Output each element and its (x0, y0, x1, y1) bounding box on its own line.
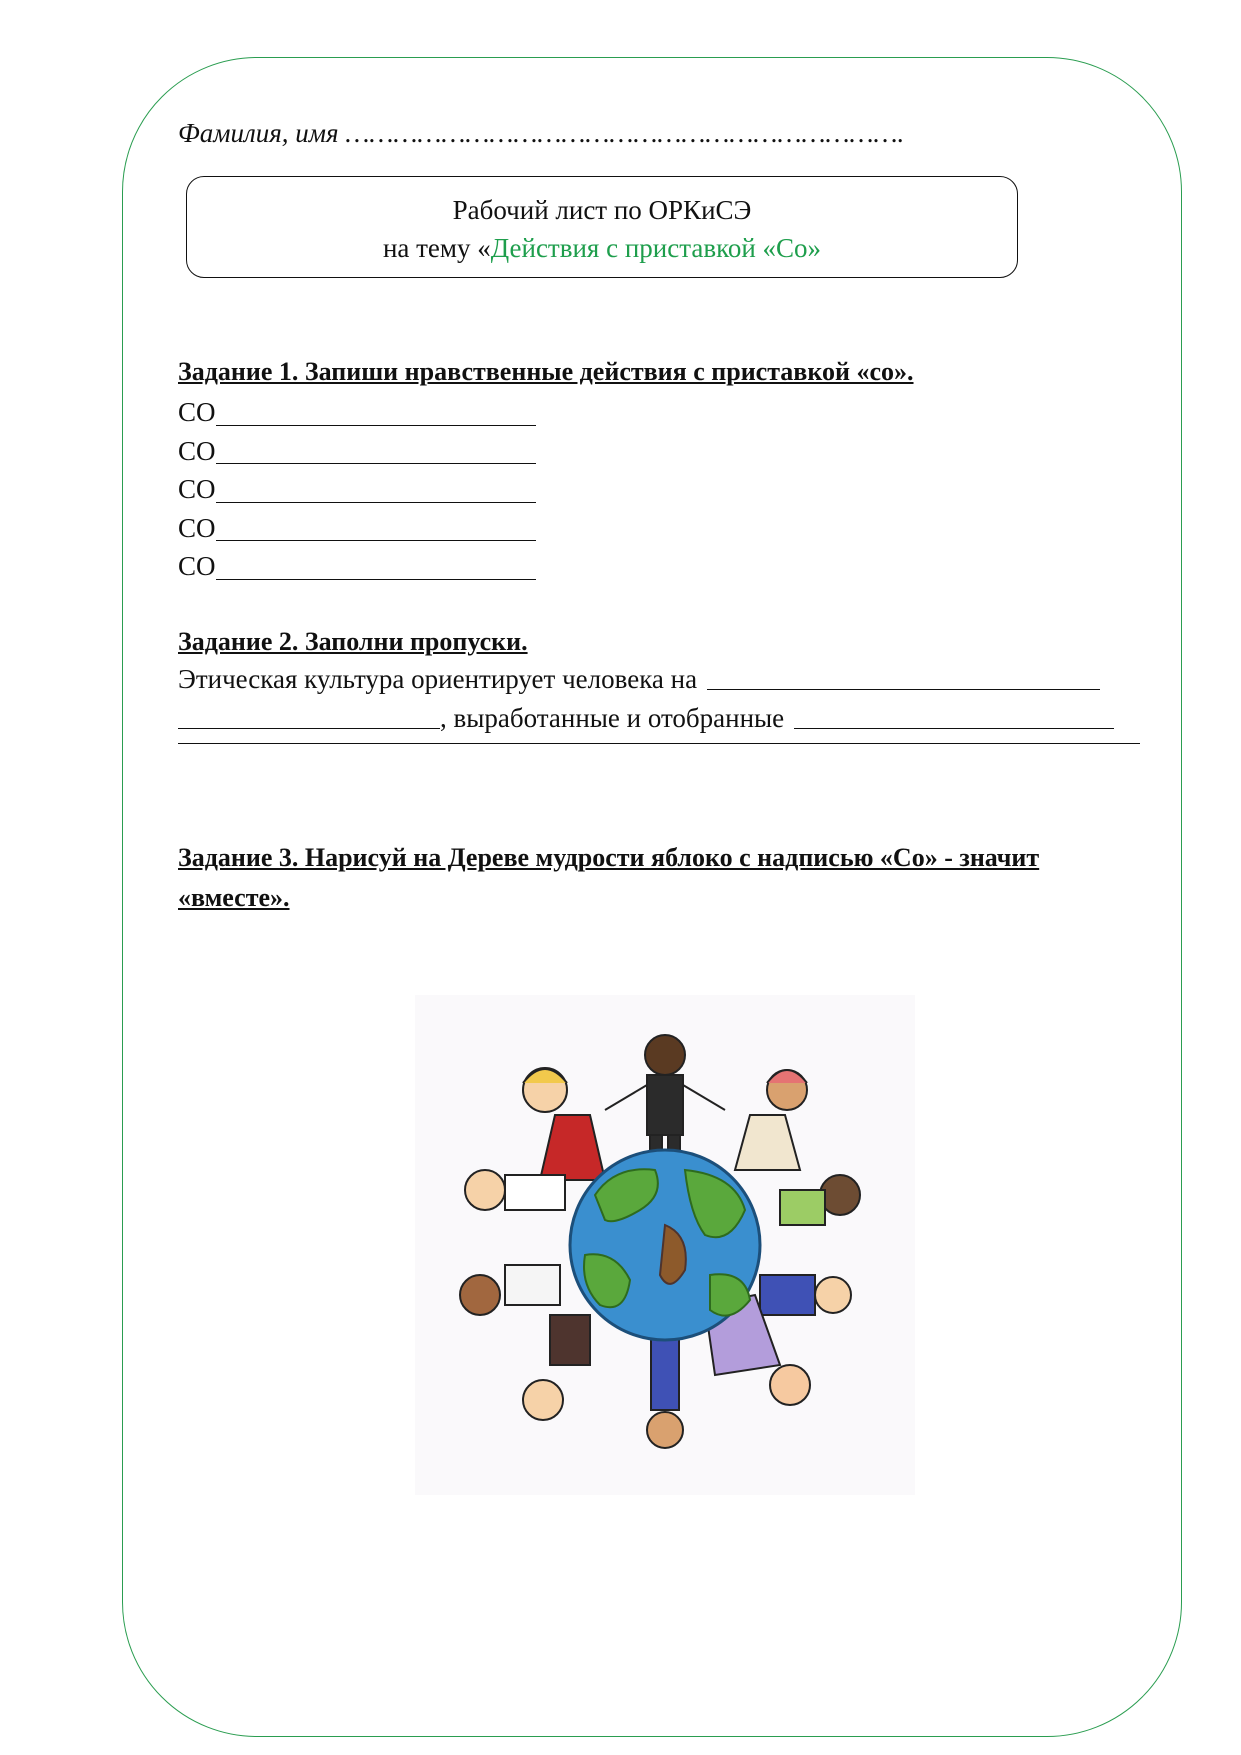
task2-row-2 (178, 703, 1114, 734)
task2-text-1: Этическая культура ориентирует человека на (178, 664, 698, 694)
answer-line[interactable]: СО (178, 509, 536, 548)
fill-blank[interactable] (794, 727, 1114, 729)
task1-title: Задание 1. Запиши нравственные действия с приставкой «со». (178, 357, 914, 386)
title-line-1: Рабочий лист по ОРКиСЭ (452, 195, 752, 225)
title-prefix: на тему « (382, 233, 491, 263)
answer-line[interactable]: СО (178, 547, 536, 586)
name-field (178, 118, 904, 149)
task1-answer-lines (178, 393, 536, 586)
title-box (186, 176, 1018, 278)
task2-title: Задание 2. Заполни пропуски. (178, 627, 528, 656)
task3-title: Задание 3. Нарисуй на Дереве мудрости яблоко с надписью «Со» - значит «вместе». (178, 843, 1040, 912)
fill-blank[interactable] (178, 742, 1140, 744)
task2-text-2: , выработанные и отобранные (440, 703, 785, 733)
name-dots: ……………………………………………………………. (345, 118, 905, 148)
title-line-2 (187, 229, 1017, 267)
name-label: Фамилия, имя (178, 118, 339, 148)
answer-line[interactable]: СО (178, 432, 536, 471)
children-around-globe-image (415, 995, 915, 1495)
task2-row-3 (178, 742, 1140, 749)
task2-row-1 (178, 664, 1100, 695)
fill-blank[interactable] (178, 727, 440, 729)
title-topic: Действия с приставкой «Со» (490, 233, 822, 263)
answer-line[interactable]: СО (178, 470, 536, 509)
fill-blank[interactable] (707, 688, 1100, 690)
answer-line[interactable]: СО (178, 393, 536, 432)
